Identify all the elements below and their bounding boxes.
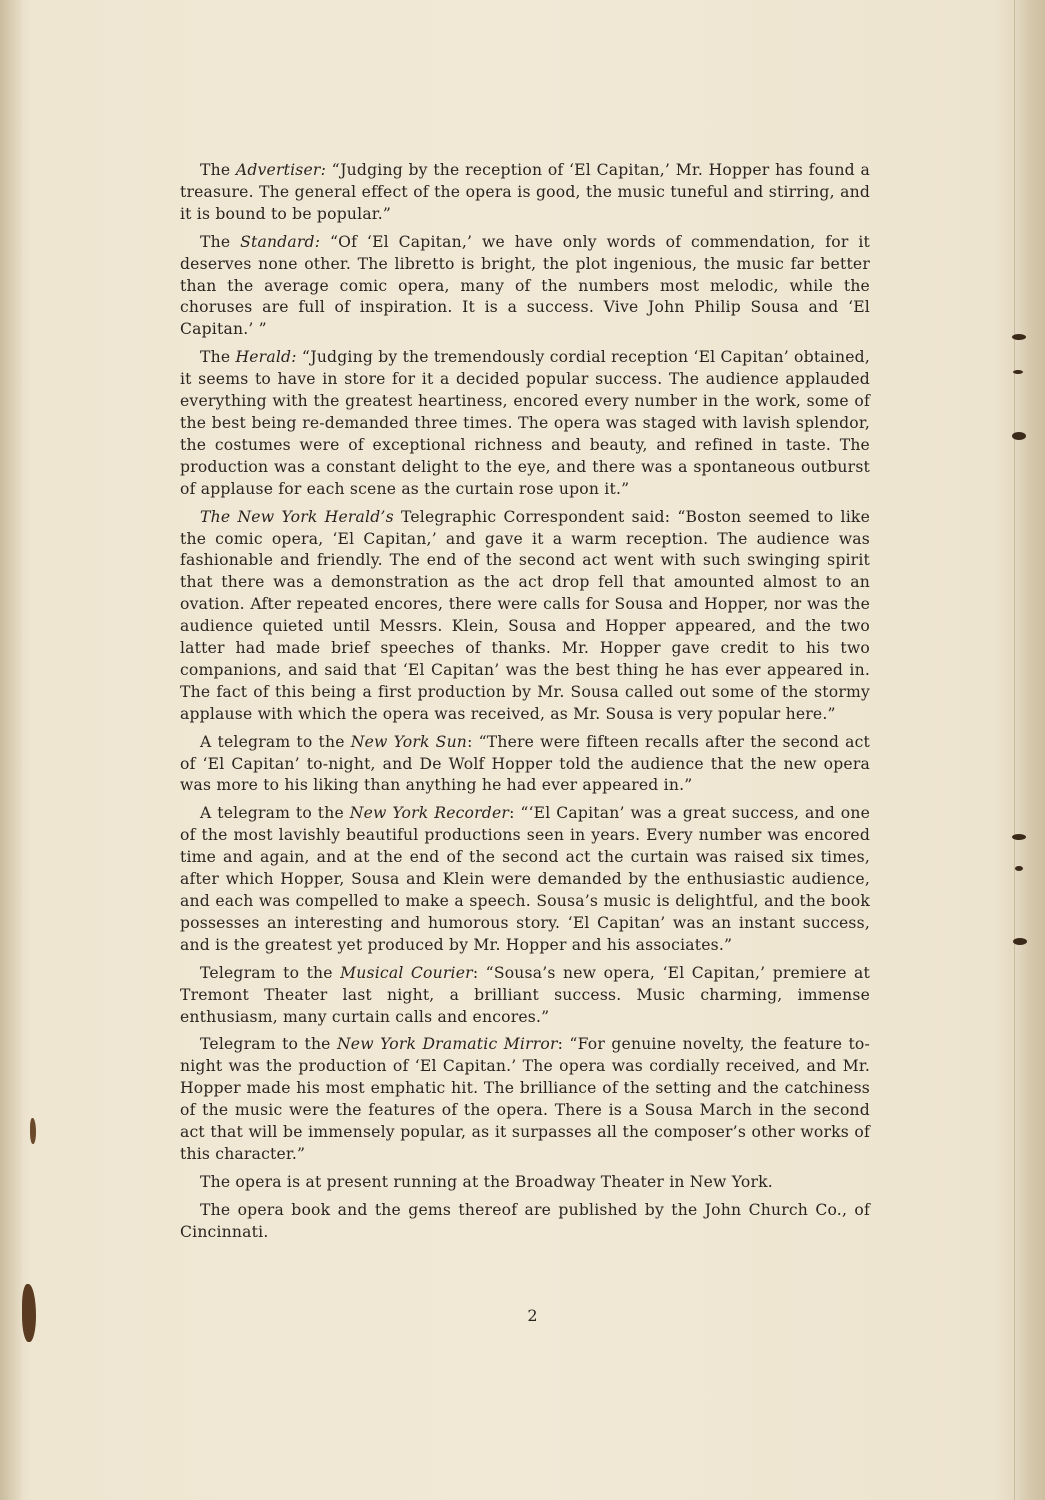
paragraph: The opera is at present running at the Broadway Theater in New York. [200,1172,773,1191]
binding-edge [0,0,22,1500]
binding-mark [1013,938,1027,945]
binding-mark [1012,432,1026,440]
page-number: 2 [527,1306,538,1325]
source-name: Herald: [235,348,297,367]
paragraph: A telegram to the New York Recorder: “‘El Capitan’ was a great success, and one of the most lavishly beautiful productions seen in years. Every number was encored time and again, and at the end of the second act the curtain was raised six times, after which Hopper, Sousa and Klein were demanded by the enthusiastic audience, and each was compelled to make a speech. Sousa’s music is delightful, and the book possesses an interesting and humorous story. ‘El Capitan’ was an instant success, and is the greatest yet produced by Mr. Hopper and his associates.” [180,804,870,954]
binding-mark [1013,370,1023,374]
source-name: Advertiser: [235,161,327,179]
source-name: New York Dramatic Mirror [336,1035,558,1054]
source-name: Musical Courier [340,963,473,982]
paragraph: Telegram to the New York Dramatic Mirror: “For genuine novelty, the feature to-night was the production of ‘El Capitan.’ The opera was cordially received, and Mr. Hopper made his most emphatic hit. The brilliance of the setting and the catchiness of the music were the features of the opera. There is a Sousa March in the second act that will be immensely popular, as it surpasses all the composer’s other works of this character.” [180,1035,870,1163]
source-name: The New York Herald’s [200,507,394,526]
binding-mark [1012,834,1026,840]
paragraph: A telegram to the New York Sun: “There were fifteen recalls after the second act of ‘El Capitan’ to-night, and De Wolf Hopper told the audience that the new opera was more to his liking than anything he had ever appeared in.” [180,732,870,795]
paragraph: The Standard: “Of ‘El Capitan,’ we have only words of commendation, for it deserves none other. The libretto is bright, the plot ingenious, the music far better than the average comic opera, many of the numbers most melodic, while the choruses are full of inspiration. It is a success. Vive John Philip Sousa and ‘El Capitan.’ ” [180,232,870,339]
page-edge [1014,0,1045,1500]
edge-stain-upper [30,1118,36,1144]
paragraph: The New York Herald’s Telegraphic Correspondent said: “Boston seemed to like the comic opera, ‘El Capitan,’ and gave it a warm reception. The audience was fashionable and friendly. The end of the second act went with such swinging spirit that there was a demonstration as the act drop fell that amounted almost to an ovation. After repeated encores, there were calls for Sousa and Hopper, nor was the audience quieted until Messrs. Klein, Sousa and Hopper appeared, and the two latter had made brief speeches of thanks. Mr. Hopper gave credit to his two companions, and said that ‘El Capitan’ was the best thing he has ever appeared in. The fact of this being a first production by Mr. Sousa called out some of the stormy applause with which the opera was received, as Mr. Sousa is very popular here.” [180,507,871,723]
paragraph: The opera book and the gems thereof are published by the John Church Co., of Cincinnati. [180,1200,870,1241]
binding-mark [1015,866,1023,871]
paragraph: The Herald: “Judging by the tremendously cordial reception ‘El Capitan’ obtained, it seems to have in store for it a decided popular success. The audience applauded everything with the greatest heartiness, encored every number in the work, some of the best being re-demanded three times. The opera was staged with lavish splendor, the costumes were of exceptional richness and beauty, and refined in taste. The production was a constant delight to the eye, and there was a spontaneous outburst of applause for each scene as the curtain rose upon it.” [180,348,870,498]
source-name: Standard: [240,232,321,251]
article-text [180,160,870,1248]
binding-mark [1012,334,1026,340]
source-name: New York Recorder [349,804,510,823]
paragraph: Telegram to the Musical Courier: “Sousa’s new opera, ‘El Capitan,’ premiere at Tremont Theater last night, a brilliant success. Music charming, immense enthusiasm, many curtain calls and encores.” [180,963,870,1026]
source-name: New York Sun [350,732,468,751]
paragraph: The Advertiser: “Judging by the reception of ‘El Capitan,’ Mr. Hopper has found a treasure. The general effect of the opera is good, the music tuneful and stirring, and it is bound to be popular.” [180,161,870,223]
